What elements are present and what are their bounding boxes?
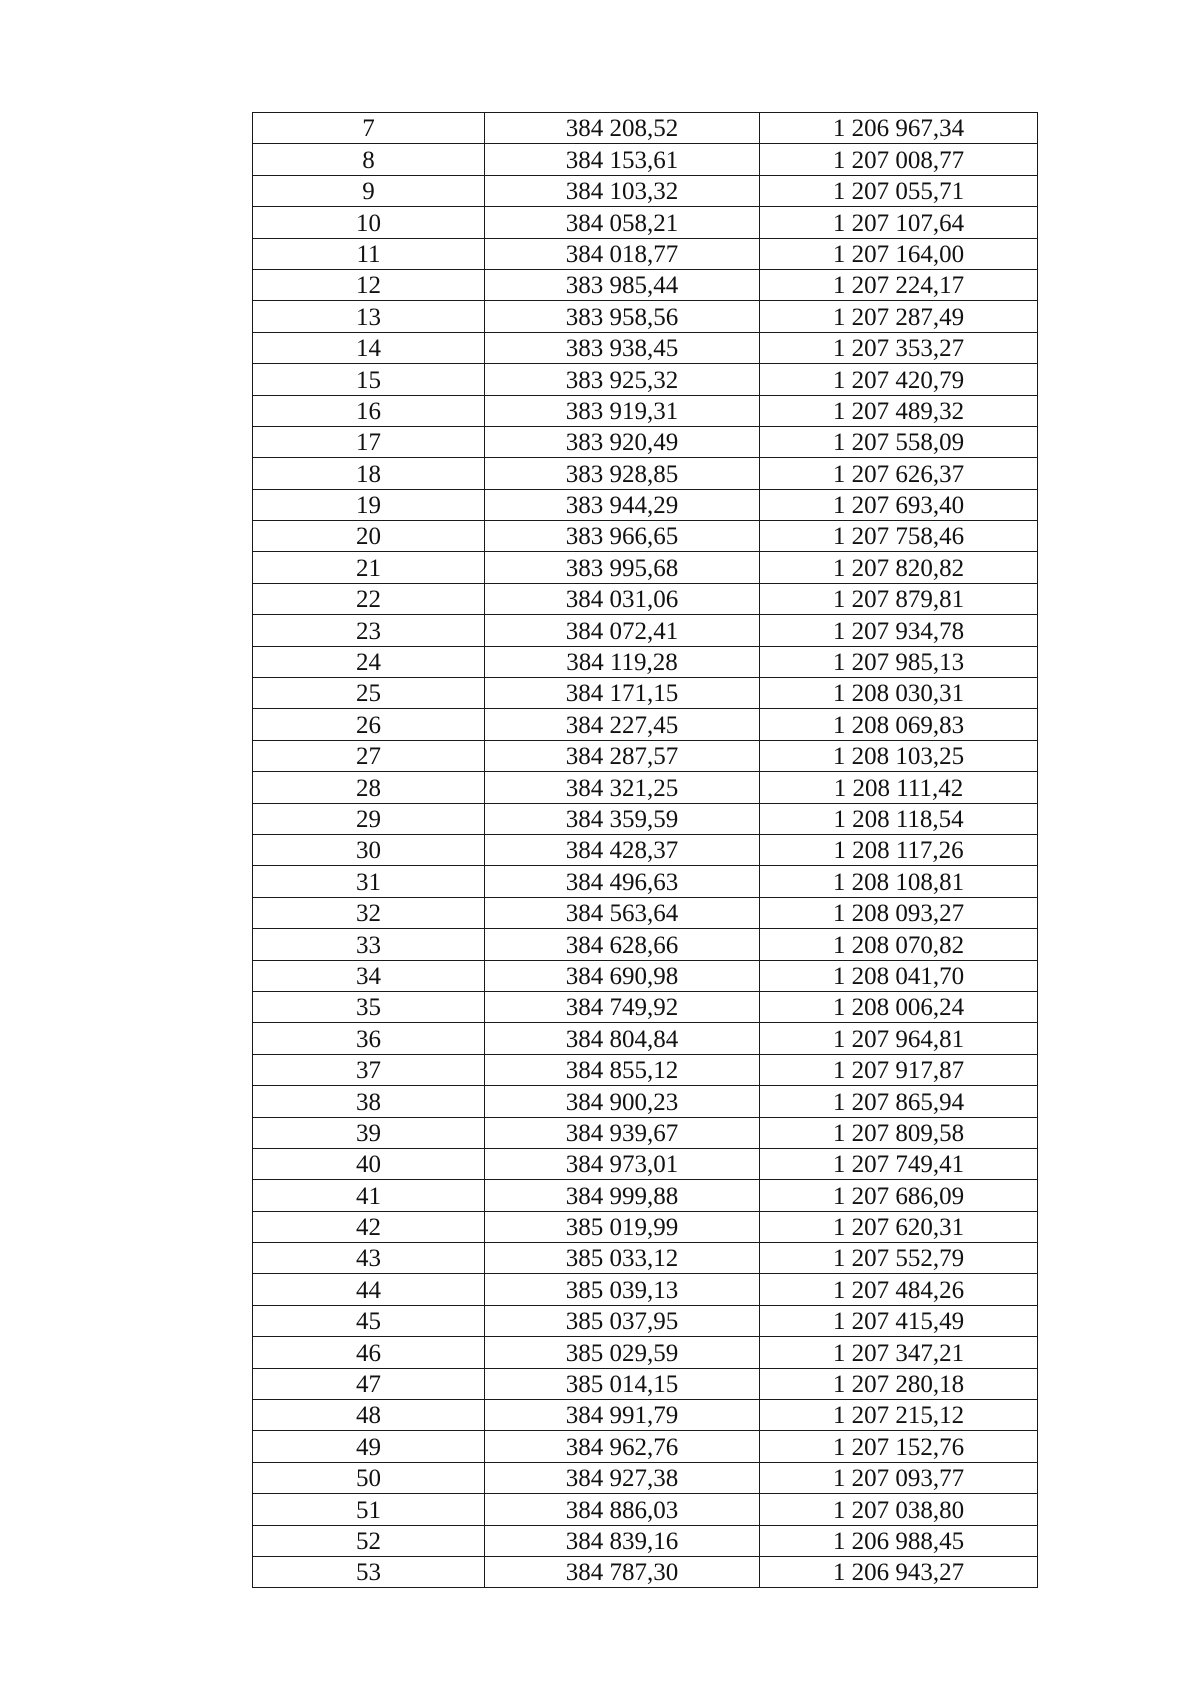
y-coordinate-cell: 1 207 038,80 bbox=[760, 1494, 1038, 1525]
point-number-cell: 10 bbox=[253, 207, 485, 238]
point-number-cell: 48 bbox=[253, 1400, 485, 1431]
y-coordinate-cell: 1 207 353,27 bbox=[760, 332, 1038, 363]
point-number-cell: 50 bbox=[253, 1462, 485, 1493]
table-row bbox=[253, 1525, 1038, 1556]
y-coordinate-cell: 1 208 070,82 bbox=[760, 929, 1038, 960]
point-number-cell: 16 bbox=[253, 395, 485, 426]
x-coordinate-cell: 384 900,23 bbox=[485, 1086, 760, 1117]
point-number-cell: 29 bbox=[253, 803, 485, 834]
x-coordinate-cell: 384 321,25 bbox=[485, 772, 760, 803]
table-row bbox=[253, 144, 1038, 175]
table-row bbox=[253, 866, 1038, 897]
x-coordinate-cell: 383 985,44 bbox=[485, 269, 760, 300]
point-number-cell: 41 bbox=[253, 1180, 485, 1211]
table-row bbox=[253, 458, 1038, 489]
y-coordinate-cell: 1 208 111,42 bbox=[760, 772, 1038, 803]
y-coordinate-cell: 1 208 041,70 bbox=[760, 960, 1038, 991]
y-coordinate-cell: 1 207 964,81 bbox=[760, 1023, 1038, 1054]
point-number-cell: 27 bbox=[253, 740, 485, 771]
x-coordinate-cell: 384 690,98 bbox=[485, 960, 760, 991]
y-coordinate-cell: 1 208 118,54 bbox=[760, 803, 1038, 834]
x-coordinate-cell: 383 938,45 bbox=[485, 332, 760, 363]
x-coordinate-cell: 385 029,59 bbox=[485, 1337, 760, 1368]
table-row bbox=[253, 1211, 1038, 1242]
point-number-cell: 33 bbox=[253, 929, 485, 960]
point-number-cell: 35 bbox=[253, 991, 485, 1022]
y-coordinate-cell: 1 207 287,49 bbox=[760, 301, 1038, 332]
y-coordinate-cell: 1 208 069,83 bbox=[760, 709, 1038, 740]
y-coordinate-cell: 1 207 489,32 bbox=[760, 395, 1038, 426]
y-coordinate-cell: 1 207 107,64 bbox=[760, 207, 1038, 238]
x-coordinate-cell: 384 927,38 bbox=[485, 1462, 760, 1493]
table-row bbox=[253, 646, 1038, 677]
table-row bbox=[253, 960, 1038, 991]
y-coordinate-cell: 1 207 152,76 bbox=[760, 1431, 1038, 1462]
table-row bbox=[253, 426, 1038, 457]
point-number-cell: 43 bbox=[253, 1243, 485, 1274]
point-number-cell: 21 bbox=[253, 552, 485, 583]
point-number-cell: 34 bbox=[253, 960, 485, 991]
y-coordinate-cell: 1 207 280,18 bbox=[760, 1368, 1038, 1399]
x-coordinate-cell: 384 287,57 bbox=[485, 740, 760, 771]
point-number-cell: 31 bbox=[253, 866, 485, 897]
y-coordinate-cell: 1 208 093,27 bbox=[760, 897, 1038, 928]
point-number-cell: 47 bbox=[253, 1368, 485, 1399]
table-row bbox=[253, 1400, 1038, 1431]
x-coordinate-cell: 383 966,65 bbox=[485, 521, 760, 552]
x-coordinate-cell: 384 359,59 bbox=[485, 803, 760, 834]
point-number-cell: 28 bbox=[253, 772, 485, 803]
table-row bbox=[253, 1431, 1038, 1462]
table-row bbox=[253, 1148, 1038, 1179]
y-coordinate-cell: 1 207 693,40 bbox=[760, 489, 1038, 520]
y-coordinate-cell: 1 207 626,37 bbox=[760, 458, 1038, 489]
point-number-cell: 18 bbox=[253, 458, 485, 489]
y-coordinate-cell: 1 206 988,45 bbox=[760, 1525, 1038, 1556]
y-coordinate-cell: 1 207 809,58 bbox=[760, 1117, 1038, 1148]
table-row bbox=[253, 678, 1038, 709]
y-coordinate-cell: 1 207 552,79 bbox=[760, 1243, 1038, 1274]
table-row bbox=[253, 1086, 1038, 1117]
x-coordinate-cell: 384 227,45 bbox=[485, 709, 760, 740]
y-coordinate-cell: 1 206 967,34 bbox=[760, 113, 1038, 144]
point-number-cell: 12 bbox=[253, 269, 485, 300]
point-number-cell: 45 bbox=[253, 1305, 485, 1336]
table-row bbox=[253, 583, 1038, 614]
x-coordinate-cell: 384 628,66 bbox=[485, 929, 760, 960]
table-row bbox=[253, 772, 1038, 803]
y-coordinate-cell: 1 207 620,31 bbox=[760, 1211, 1038, 1242]
x-coordinate-cell: 383 925,32 bbox=[485, 364, 760, 395]
point-number-cell: 44 bbox=[253, 1274, 485, 1305]
x-coordinate-cell: 384 962,76 bbox=[485, 1431, 760, 1462]
point-number-cell: 20 bbox=[253, 521, 485, 552]
x-coordinate-cell: 384 058,21 bbox=[485, 207, 760, 238]
table-row bbox=[253, 1274, 1038, 1305]
point-number-cell: 40 bbox=[253, 1148, 485, 1179]
y-coordinate-cell: 1 207 415,49 bbox=[760, 1305, 1038, 1336]
point-number-cell: 17 bbox=[253, 426, 485, 457]
x-coordinate-cell: 384 886,03 bbox=[485, 1494, 760, 1525]
point-number-cell: 15 bbox=[253, 364, 485, 395]
point-number-cell: 32 bbox=[253, 897, 485, 928]
y-coordinate-cell: 1 207 224,17 bbox=[760, 269, 1038, 300]
table-row bbox=[253, 207, 1038, 238]
x-coordinate-cell: 384 855,12 bbox=[485, 1054, 760, 1085]
table-row bbox=[253, 395, 1038, 426]
x-coordinate-cell: 384 749,92 bbox=[485, 991, 760, 1022]
coordinates-table-body bbox=[253, 113, 1038, 1588]
y-coordinate-cell: 1 208 103,25 bbox=[760, 740, 1038, 771]
y-coordinate-cell: 1 207 820,82 bbox=[760, 552, 1038, 583]
coordinates-table bbox=[252, 112, 1038, 1588]
x-coordinate-cell: 384 999,88 bbox=[485, 1180, 760, 1211]
y-coordinate-cell: 1 207 758,46 bbox=[760, 521, 1038, 552]
x-coordinate-cell: 385 019,99 bbox=[485, 1211, 760, 1242]
point-number-cell: 51 bbox=[253, 1494, 485, 1525]
y-coordinate-cell: 1 208 108,81 bbox=[760, 866, 1038, 897]
point-number-cell: 37 bbox=[253, 1054, 485, 1085]
y-coordinate-cell: 1 207 055,71 bbox=[760, 175, 1038, 206]
point-number-cell: 52 bbox=[253, 1525, 485, 1556]
x-coordinate-cell: 384 153,61 bbox=[485, 144, 760, 175]
y-coordinate-cell: 1 207 934,78 bbox=[760, 615, 1038, 646]
table-row bbox=[253, 301, 1038, 332]
x-coordinate-cell: 384 072,41 bbox=[485, 615, 760, 646]
table-row bbox=[253, 1556, 1038, 1587]
table-row bbox=[253, 113, 1038, 144]
x-coordinate-cell: 383 928,85 bbox=[485, 458, 760, 489]
table-row bbox=[253, 929, 1038, 960]
point-number-cell: 8 bbox=[253, 144, 485, 175]
y-coordinate-cell: 1 207 558,09 bbox=[760, 426, 1038, 457]
point-number-cell: 11 bbox=[253, 238, 485, 269]
x-coordinate-cell: 384 804,84 bbox=[485, 1023, 760, 1054]
table-row bbox=[253, 1023, 1038, 1054]
y-coordinate-cell: 1 207 484,26 bbox=[760, 1274, 1038, 1305]
table-row bbox=[253, 175, 1038, 206]
point-number-cell: 19 bbox=[253, 489, 485, 520]
y-coordinate-cell: 1 208 030,31 bbox=[760, 678, 1038, 709]
table-row bbox=[253, 897, 1038, 928]
table-row bbox=[253, 1462, 1038, 1493]
x-coordinate-cell: 385 037,95 bbox=[485, 1305, 760, 1336]
x-coordinate-cell: 384 839,16 bbox=[485, 1525, 760, 1556]
point-number-cell: 39 bbox=[253, 1117, 485, 1148]
y-coordinate-cell: 1 207 749,41 bbox=[760, 1148, 1038, 1179]
point-number-cell: 25 bbox=[253, 678, 485, 709]
point-number-cell: 22 bbox=[253, 583, 485, 614]
x-coordinate-cell: 384 018,77 bbox=[485, 238, 760, 269]
point-number-cell: 9 bbox=[253, 175, 485, 206]
x-coordinate-cell: 384 973,01 bbox=[485, 1148, 760, 1179]
table-row bbox=[253, 709, 1038, 740]
x-coordinate-cell: 385 014,15 bbox=[485, 1368, 760, 1399]
table-row bbox=[253, 269, 1038, 300]
x-coordinate-cell: 384 428,37 bbox=[485, 834, 760, 865]
point-number-cell: 30 bbox=[253, 834, 485, 865]
x-coordinate-cell: 384 208,52 bbox=[485, 113, 760, 144]
x-coordinate-cell: 383 920,49 bbox=[485, 426, 760, 457]
y-coordinate-cell: 1 207 917,87 bbox=[760, 1054, 1038, 1085]
table-row bbox=[253, 238, 1038, 269]
point-number-cell: 53 bbox=[253, 1556, 485, 1587]
table-row bbox=[253, 740, 1038, 771]
table-row bbox=[253, 1305, 1038, 1336]
y-coordinate-cell: 1 207 164,00 bbox=[760, 238, 1038, 269]
table-row bbox=[253, 1117, 1038, 1148]
point-number-cell: 38 bbox=[253, 1086, 485, 1117]
x-coordinate-cell: 384 031,06 bbox=[485, 583, 760, 614]
x-coordinate-cell: 384 991,79 bbox=[485, 1400, 760, 1431]
y-coordinate-cell: 1 207 093,77 bbox=[760, 1462, 1038, 1493]
point-number-cell: 49 bbox=[253, 1431, 485, 1462]
point-number-cell: 24 bbox=[253, 646, 485, 677]
table-row bbox=[253, 1180, 1038, 1211]
table-row bbox=[253, 489, 1038, 520]
x-coordinate-cell: 385 039,13 bbox=[485, 1274, 760, 1305]
table-row bbox=[253, 332, 1038, 363]
point-number-cell: 42 bbox=[253, 1211, 485, 1242]
table-row bbox=[253, 615, 1038, 646]
point-number-cell: 36 bbox=[253, 1023, 485, 1054]
y-coordinate-cell: 1 207 347,21 bbox=[760, 1337, 1038, 1368]
y-coordinate-cell: 1 207 420,79 bbox=[760, 364, 1038, 395]
x-coordinate-cell: 383 919,31 bbox=[485, 395, 760, 426]
x-coordinate-cell: 384 496,63 bbox=[485, 866, 760, 897]
y-coordinate-cell: 1 207 879,81 bbox=[760, 583, 1038, 614]
table-row bbox=[253, 552, 1038, 583]
table-row bbox=[253, 834, 1038, 865]
x-coordinate-cell: 383 958,56 bbox=[485, 301, 760, 332]
table-row bbox=[253, 1337, 1038, 1368]
table-row bbox=[253, 1368, 1038, 1399]
y-coordinate-cell: 1 208 117,26 bbox=[760, 834, 1038, 865]
x-coordinate-cell: 384 563,64 bbox=[485, 897, 760, 928]
point-number-cell: 7 bbox=[253, 113, 485, 144]
table-row bbox=[253, 803, 1038, 834]
y-coordinate-cell: 1 207 008,77 bbox=[760, 144, 1038, 175]
y-coordinate-cell: 1 207 686,09 bbox=[760, 1180, 1038, 1211]
x-coordinate-cell: 384 787,30 bbox=[485, 1556, 760, 1587]
point-number-cell: 23 bbox=[253, 615, 485, 646]
point-number-cell: 13 bbox=[253, 301, 485, 332]
y-coordinate-cell: 1 208 006,24 bbox=[760, 991, 1038, 1022]
y-coordinate-cell: 1 207 215,12 bbox=[760, 1400, 1038, 1431]
table-row bbox=[253, 1054, 1038, 1085]
x-coordinate-cell: 384 171,15 bbox=[485, 678, 760, 709]
point-number-cell: 14 bbox=[253, 332, 485, 363]
x-coordinate-cell: 384 939,67 bbox=[485, 1117, 760, 1148]
x-coordinate-cell: 383 944,29 bbox=[485, 489, 760, 520]
y-coordinate-cell: 1 207 865,94 bbox=[760, 1086, 1038, 1117]
y-coordinate-cell: 1 206 943,27 bbox=[760, 1556, 1038, 1587]
table-row bbox=[253, 991, 1038, 1022]
table-row bbox=[253, 364, 1038, 395]
table-row bbox=[253, 1243, 1038, 1274]
y-coordinate-cell: 1 207 985,13 bbox=[760, 646, 1038, 677]
table-row bbox=[253, 1494, 1038, 1525]
x-coordinate-cell: 384 103,32 bbox=[485, 175, 760, 206]
x-coordinate-cell: 383 995,68 bbox=[485, 552, 760, 583]
x-coordinate-cell: 384 119,28 bbox=[485, 646, 760, 677]
table-row bbox=[253, 521, 1038, 552]
point-number-cell: 46 bbox=[253, 1337, 485, 1368]
x-coordinate-cell: 385 033,12 bbox=[485, 1243, 760, 1274]
point-number-cell: 26 bbox=[253, 709, 485, 740]
